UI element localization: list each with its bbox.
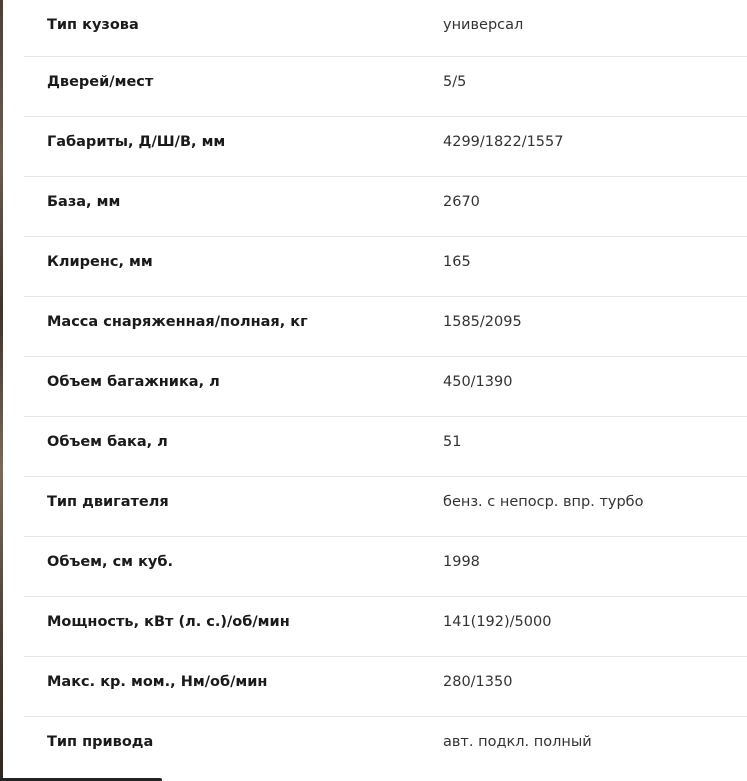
spec-value: 450/1390: [443, 373, 513, 390]
spec-label: Объем багажника, л: [47, 373, 220, 390]
spec-row-dimensions: [24, 117, 747, 177]
spec-row-doors-seats: [24, 57, 747, 117]
spec-value: 5/5: [443, 73, 467, 90]
spec-value: 4299/1822/1557: [443, 133, 564, 150]
spec-label: Тип кузова: [47, 17, 139, 33]
spec-row-drive-type: [24, 717, 747, 777]
spec-value: 1998: [443, 553, 480, 570]
spec-label: Объем, см куб.: [47, 553, 174, 570]
spec-label: Макс. кр. мом., Нм/об/мин: [47, 673, 268, 690]
spec-value: авт. подкл. полный: [443, 734, 592, 750]
spec-label: Объем бака, л: [47, 433, 168, 450]
spec-value: 2670: [443, 193, 480, 210]
background-image-edge: [0, 0, 3, 781]
spec-value: универсал: [443, 17, 524, 33]
spec-label: База, мм: [47, 193, 121, 210]
spec-value: 51: [443, 433, 462, 450]
spec-label: Тип привода: [47, 734, 154, 750]
spec-row-body-type: [24, 0, 747, 57]
spec-row-wheelbase: [24, 177, 747, 237]
spec-label: Габариты, Д/Ш/В, мм: [47, 133, 226, 150]
spec-row-engine-type: [24, 477, 747, 537]
spec-label: Тип двигателя: [47, 493, 169, 510]
spec-label: Клиренс, мм: [47, 253, 153, 270]
spec-row-clearance: [24, 237, 747, 297]
spec-row-trunk-volume: [24, 357, 747, 417]
spec-value: бенз. с непоср. впр. турбо: [443, 493, 644, 510]
spec-row-displacement: [24, 537, 747, 597]
spec-label: Дверей/мест: [47, 73, 154, 90]
spec-row-tank-volume: [24, 417, 747, 477]
specs-table: [24, 0, 747, 777]
spec-value: 280/1350: [443, 673, 513, 690]
spec-value: 165: [443, 253, 471, 270]
spec-value: 141(192)/5000: [443, 613, 552, 630]
spec-row-torque: [24, 657, 747, 717]
spec-row-mass: [24, 297, 747, 357]
spec-label: Масса снаряженная/полная, кг: [47, 313, 308, 330]
spec-row-power: [24, 597, 747, 657]
spec-label: Мощность, кВт (л. с.)/об/мин: [47, 613, 290, 630]
spec-value: 1585/2095: [443, 313, 522, 330]
